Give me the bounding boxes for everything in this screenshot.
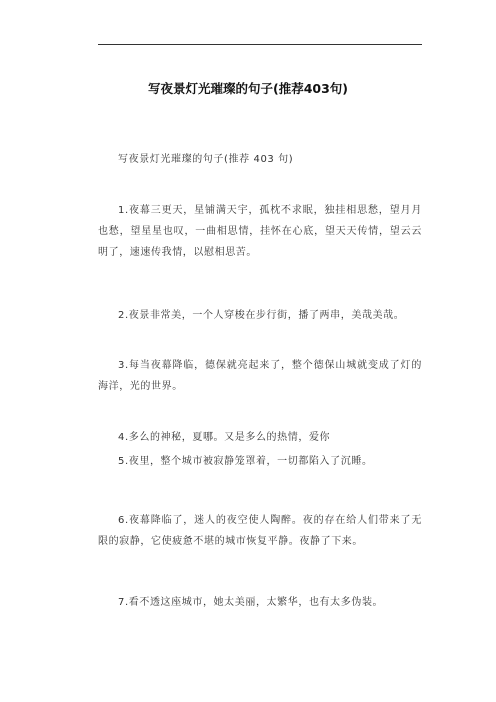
paragraph-7 — [98, 592, 422, 613]
paragraph-text: 4.多么的神秘，夏哪。又是多么的热情，爱你 — [118, 432, 331, 443]
paragraph-text: 6.夜幕降临了，迷人的夜空使人陶醉。夜的存在给人们带来了无限的寂静，它使疲惫不堪的城市恢复平静。夜静了下来。 — [98, 515, 422, 547]
paragraph-3 — [98, 355, 422, 397]
document-subtitle: 写夜景灯光璀璨的句子(推荐 403 句) — [118, 154, 294, 165]
paragraph-6 — [98, 510, 422, 552]
paragraph-text: 7.看不透这座城市，她太美丽，太繁华，也有太多伪装。 — [118, 597, 384, 608]
document-title: 写夜景灯光璀璨的句子(推荐403句) — [147, 81, 349, 96]
paragraph-2 — [98, 305, 422, 326]
paragraph-4 — [98, 427, 422, 448]
paragraph-text: 5.夜里，整个城市被寂静笼罩着，一切都陷入了沉睡。 — [118, 456, 373, 467]
paragraph-text: 2.夜景非常美，一个人穿梭在步行街，播了两串，美哉美哉。 — [118, 310, 405, 321]
paragraph-1 — [98, 200, 422, 263]
paragraph-text: 3.每当夜幕降临，德保就亮起来了，整个德保山城就变成了灯的海洋，光的世界。 — [98, 360, 422, 392]
paragraph-5 — [98, 451, 422, 472]
header-rule — [98, 44, 422, 45]
paragraph-text: 1.夜幕三更天，星铺满天宇，孤枕不求眠，独挂相思愁，望月月也愁，望星星也叹，一曲相思情，挂怀在心底，望天天传情，望云云明了，速速传我情，以慰相思苦。 — [98, 205, 422, 258]
